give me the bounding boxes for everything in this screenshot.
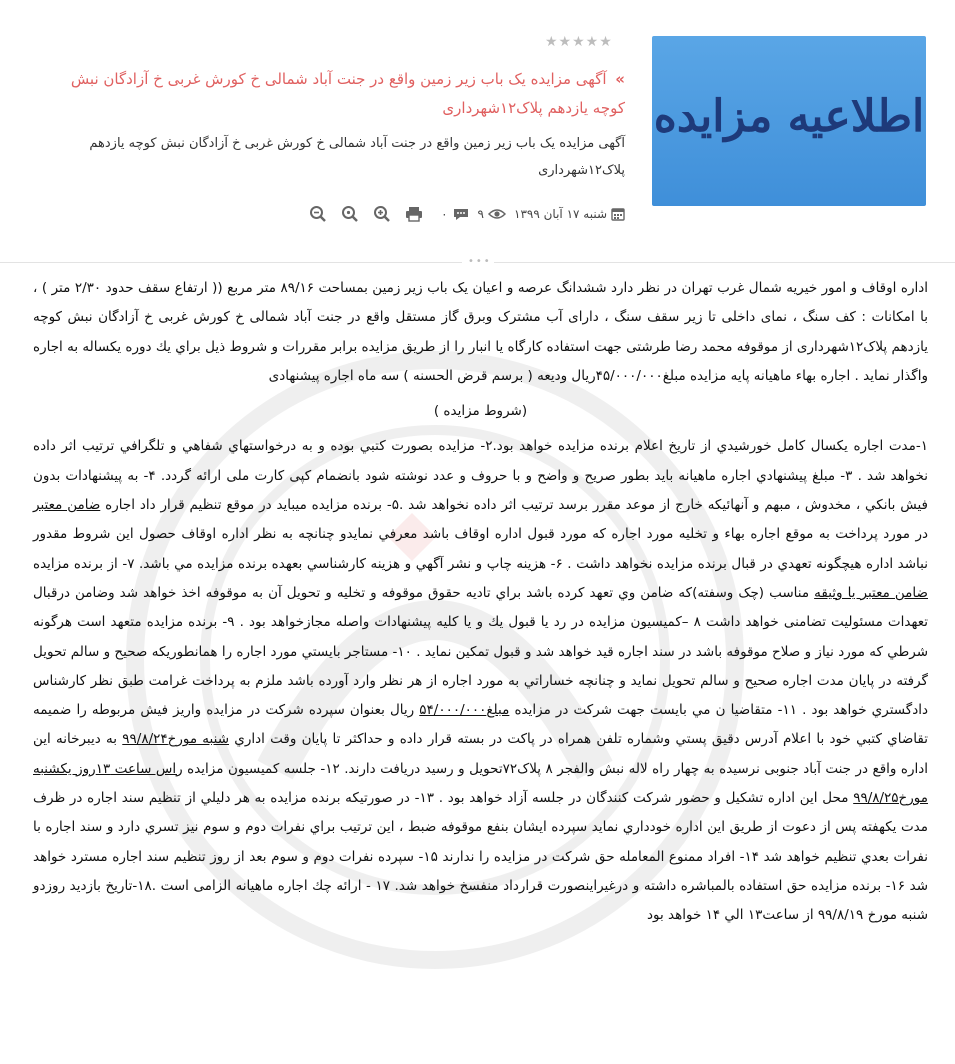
conditions-text: مناسب (چک وسفته)كه ضامن وي تعهد كرده باشد براي تاديه حقوق موقوفه و تخليه و تحويل آن به موقوفه اخذ خواهد شد وضامن درقبال تعهدات مسئوليت تضامنی خواهد داشت ۸ –كميسيون مزايده در رد يا قبول يك و يا كليه پيشنهادات واصله مجازخواهد بود . ۹- برنده مزايده متعهد است هرگونه شرطي كه مورد نياز و صلاح موقوفه باشد در سند اجاره قيد خواهد شد و قبول تمكين نمايد . ۱۰- مستاجر بايستي مورد اجاره را همانطوريكه صحيح و سالم تحويل گرفته در پايان مدت اجاره صحيح و سالم تحويل نمايد و چنانچه خساراتي به مورد اجاره از هر نظر وارد آورده باشد ملزم به پرداخت غرامت طبق نظر كارشناس دادگستري خواهد بود . ۱۱- متقاضيا ن مي بايست جهت شركت در مزايده [33,584,929,719]
print-icon[interactable] [405,206,423,222]
article-summary: آگهی مزایده یک باب زیر زمین واقع در جنت آباد شمالی خ کورش غربی خ آزادگان نبش کوچه یازدهم پلاک۱۲شهرداری [89,136,625,178]
article-title[interactable] [45,65,625,123]
underlined-guarantor: ضامن معتبر [33,497,101,514]
title-arrow-icon: » [615,70,625,88]
underlined-deposit-amount: مبلغ۵۴/۰۰۰/۰۰۰ [419,702,510,719]
views-group [478,207,506,221]
zoom-reset-icon[interactable] [341,205,359,223]
conditions-paragraph [33,432,928,930]
conditions-text: در مورد پرداخت به موقع اجاره بهاء و تخليه مورد اجاره كه مورد قبول اداره اوقاف باشد معرفي نمايدو چنانچه به نظر اداره اوقاف حصول اين شروط مقدور نباشد اداره هيچگونه تعهدي در قبال برنده مزايده نخواهد داشت . ۶- هزينه چاپ و نشر آگهي و هزينه كارشناسي بعهده برنده مزايده مي باشد. ۷- از برنده مزايده [33,526,928,572]
comment-count: ۰ [441,207,448,221]
eye-icon [488,208,506,220]
underlined-session-date: راس ساعت ۱۳روز يكشنبه مورخ۹۹/۸/۲۵ [33,760,928,807]
date-group [514,207,625,221]
intro-paragraph: اداره اوقاف و امور خيريه شمال غرب تهران در نظر دارد ششدانگ عرصه و اعيان يک باب زير زمين بمساحت ۸۹/۱۶ متر مربع (( ارتفاع سقف حدود ۲/۳۰ متر ) ، با امکانات : کف سنگ ، نمای داخلی تا زير سقف سنگ ، دارای آب مشترک وبرق گاز مستقل واقع در جنت آباد شمالی خ کورش غربی خ آزادگان نبش کوچه يازدهم پلاک۱۲شهرداری از موقوفه محمد رضا طرشتی جهت استفاده کارگاه يا انبار را از طريق مزايده برابر مقررات و شروط ذيل براي يك دوره يكساله به اجاره واگذار نمايد . اجاره بهاء ماهيانه پايه مزايده مبلغ۴۵/۰۰۰/۰۰۰ريال وديعه ( برسم قرض الحسنه ) سه ماه اجاره پيشنهادی [33,280,928,384]
rating-stars[interactable]: ★★★★★ [545,34,613,50]
section-divider [0,258,955,266]
article-date: شنبه ۱۷ آبان ۱۳۹۹ [514,207,607,221]
underlined-guarantor-collateral: ضامن معتبر يا وثيقه [814,584,928,601]
thumbnail-caption: اطلاعیه مزایده [653,91,925,142]
underlined-deadline-date: شنبه مورخ۹۹/۸/۲۴ [122,731,230,748]
conditions-heading: (شروط مزایده ) [433,403,528,420]
zoom-out-icon[interactable] [309,205,327,223]
article-body [33,274,928,931]
calendar-icon [611,207,625,221]
conditions-text: به ديبرخانه اين اداره واقع در جنت آباد جنوبی نرسيده به چهار راه لاله نبش والفجر ۸ پلاک۷۲تحويل و رسيد دريافت دارند. ۱۲- جلسه كميسيون مزايده [33,731,929,777]
view-count: ۹ [477,207,484,221]
article-header [0,0,955,250]
divider-dots: ••• [468,256,492,267]
article-meta-bar [280,202,625,226]
conditions-text: محل اين اداره تشكيل و حضور شركت كنندگان در جلسه آزاد خواهد بود . ۱۳- در صورتيكه برنده مزايده به هر دليلي از تنظيم سند اجاره در ظرف مدت يكهفته پس از دعوت از طريق اين اداره خودداري نمايد سپرده ايشان بنفع موقوفه ضبط ، اين ترتيب براي نفرات دوم و سوم نيز تسري دارد و سند اجاره با نفرات بعدي تنظيم خواهد شد ۱۴- افراد ممنوع المعامله حق شركت در مزايده را ندارند ۱۵- سپرده نفرات دوم و سوم بعد از روز تنظيم سند اجاره مسترد خواهد شد ۱۶- برنده مزايده حق استفاده بالمباشره داشته و درغيراينصورت قرارداد منفسخ خواهد شد. ۱۷ - ارائه چك اجاره ماهيانه الزامی است .۱۸-تاريخ بازديد روزدو شنبه مورخ ۹۹/۸/۱۹ از ساعت۱۳ الي ۱۴ خواهد بود [33,790,929,924]
conditions-text: ۱-مدت اجاره يكسال كامل خورشيدي از تاريخ اعلام برنده مزايده خواهد بود.۲- مزايده بصورت كتبي بوده و به درخواستهاي شفاهي و تلگرافي ترتيب اثر داده نخواهد شد . ۳- مبلغ پيشنهادي اجاره ماهيانه بايد بطور صريح و واضح و با حروف و عدد نوشته شود بانضمام کپی کارت ملی ارائه گردد. ۴- به پيشنهادات بدون فيش بانكي ، مخدوش ، مبهم و آنهائيكه خارج از موعد مقرر برسد ترتيب اثر داده نخواهد شد .۵- برنده مزايده ميبايد در موقع تنظيم قرار داد اجاره [33,438,929,514]
article-title-text[interactable]: آگهی مزایده یک باب زیر زمین واقع در جنت آباد شمالی خ کورش غربی خ آزادگان نبش کوچه یازدهم پلاک۱۲شهرداری [70,70,625,117]
article-thumbnail[interactable] [652,36,926,206]
conditions-text: ريال بعنوان سپرده شركت در مزايده واريز فيش مربوطه را ضميمه تقاضاي كتبي خود با اعلام آدرس دقيق پستي وشماره تلفن همراه در پاكت در بسته قرار داده و حداكثر تا پايان وقت اداري [33,702,929,748]
zoom-in-icon[interactable] [373,205,391,223]
comments-group[interactable] [441,207,469,222]
comment-icon[interactable] [452,207,470,222]
